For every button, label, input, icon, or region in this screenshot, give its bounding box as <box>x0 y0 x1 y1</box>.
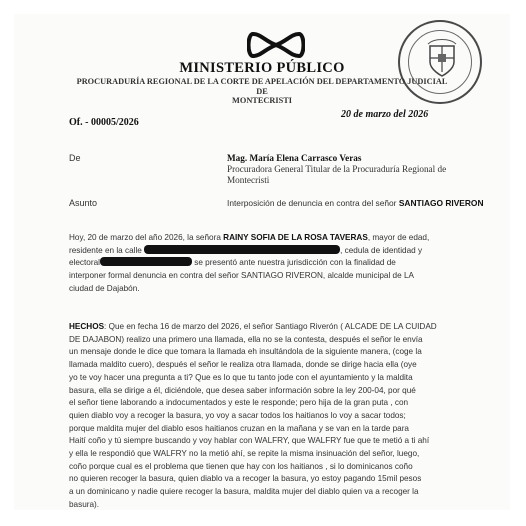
facts-line: llamada maldito cuero), después el señor le realiza otra llamada, donde se dirige hacia ella (oye <box>69 360 417 370</box>
intro-line-1 <box>69 232 497 245</box>
redacted-address <box>144 245 340 254</box>
intro-text: se presentó ante nuestra jurisdicción con la finalidad de <box>191 258 396 268</box>
subject-label: Asunto <box>69 198 98 208</box>
subject-name: SANTIAGO RIVERON <box>398 198 484 208</box>
recipient-name: Mag. María Elena Carrasco Veras <box>227 153 362 163</box>
facts-line: coño porque cual es el problema que tienen que hay con los haitianos , si lo dominicanos coño <box>69 461 413 471</box>
intro-line-2 <box>69 245 497 258</box>
subject-body: Interposición de denuncia en contra del señor <box>227 198 399 208</box>
facts-text: : Que en fecha 16 de marzo del 2026, el señor Santiago Riverón ( ALCADE DE LA CUIDAD <box>104 322 437 331</box>
recipient-title-line-2: Montecristi <box>227 175 270 185</box>
facts-line: yo te voy hacer una pregunta a ti? Que es lo que tu tanto jode con el ayuntamiento y la maldita <box>69 372 413 382</box>
intro-text: electoral <box>69 258 100 268</box>
intro-line-5: ciudad de Dajabón. <box>69 283 140 293</box>
facts-line: porque maldita mujer del diablo esos haitianos cruzan en la mañana y se van en la tarde para <box>69 423 409 433</box>
facts-line: basura, ella se dirige a él, diciéndole, que desea saber información sobre la ley 200-04, por qué <box>69 385 416 395</box>
facts-line: quien diablo voy a recoger la basura, yo voy a sacar todos los haitianos lo voy a sacar todos; <box>69 410 406 420</box>
facts-line: Haití coño y tú siempre buscando y voy hablar con WALFRY, que WALFRY fue que te metió a ti ahí <box>69 436 430 446</box>
facts-line: el señor tiene laborando a indocumentados y este le responde; pero hija de la gran puta , con <box>69 398 409 408</box>
recipient-title-line-1: Procuradora General Titular de la Procuraduría Regional de <box>227 164 447 174</box>
facts-line: DE DAJABON) realizo una primero una llamada, ella no se la contesta, después el señor le envía <box>69 334 423 344</box>
intro-text: , mayor de edad, <box>367 233 430 242</box>
intro-text: residente en la calle <box>69 245 142 255</box>
procuraduria-line-1: PROCURADURÍA REGIONAL DE LA CORTE DE APELACIÓN DEL DEPARTAMENTO JUDICIAL DE <box>76 77 448 96</box>
procuraduria-line-2: MONTECRISTI <box>232 96 292 105</box>
facts-line: basura). <box>69 499 100 509</box>
facts-paragraph <box>69 321 497 510</box>
facts-line: un mensaje donde le dice que tomara la llamada eh insultándola de la siguiente manera, (coge la <box>69 347 422 357</box>
recipient-block <box>227 153 467 186</box>
facts-line: no quieren recoger la basura, quien diablo va a recoger la basura, yo estoy pagando 15mil pesos <box>69 474 422 484</box>
intro-paragraph <box>69 232 497 296</box>
intro-line-3 <box>69 257 497 270</box>
facts-label: HECHOS <box>69 322 105 331</box>
intro-text: Hoy, 20 de marzo del año 2026, la señora <box>69 233 224 242</box>
facts-line <box>69 321 497 334</box>
facts-line: y ella le respondió que WALFRY no la metió ahí, se repite la misma insinuación del señor, luego, <box>69 449 420 459</box>
facts-line: a un dominicano y nadie quiere recoger la basura, maldita mujer del diablo quien va a recoger la <box>69 487 419 497</box>
ministerio-publico-logo <box>247 30 305 60</box>
intro-text: , cedula de identidad y <box>340 245 423 255</box>
subject-text <box>227 198 497 208</box>
redacted-id-number <box>100 257 192 266</box>
complainant-name: RAINY SOFIA DE LA ROSA TAVERAS <box>223 233 368 242</box>
ministry-title: MINISTERIO PÚBLICO <box>179 60 345 76</box>
intro-line-4: interponer formal denuncia en contra del señor SANTIAGO RIVERON, alcalde municipal de LA <box>69 271 414 281</box>
from-label: De <box>69 153 81 163</box>
office-number: Of. - 00005/2026 <box>69 117 139 128</box>
procuraduria-heading <box>72 77 452 106</box>
document-date: 20 de marzo del 2026 <box>341 109 429 120</box>
document-page <box>14 14 510 510</box>
